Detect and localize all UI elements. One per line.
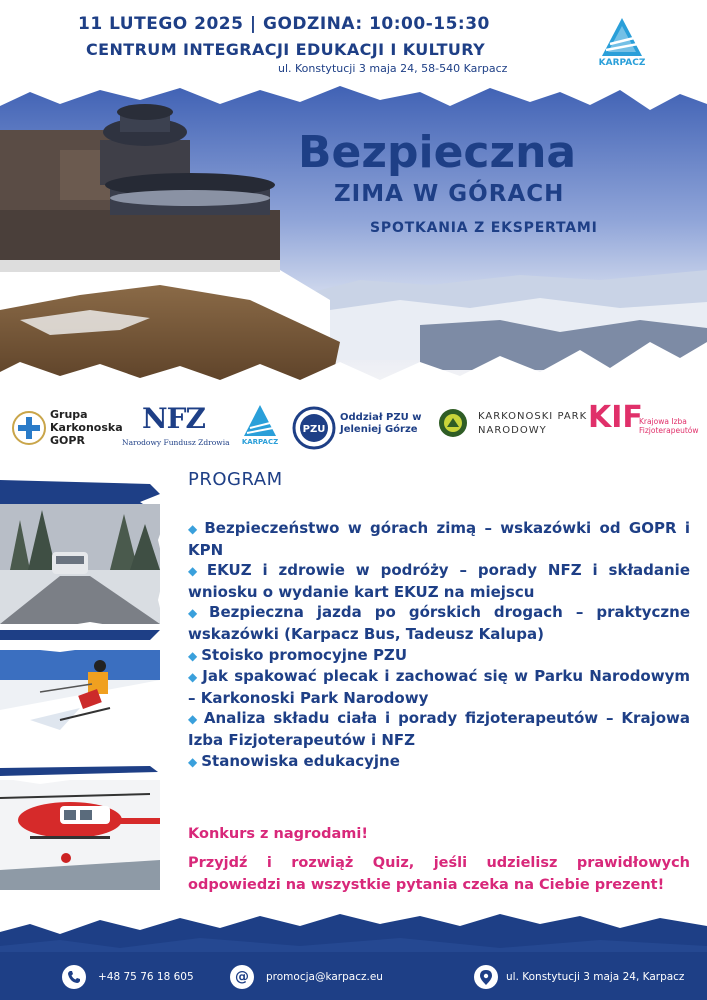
karpacz-logo-text: KARPACZ — [598, 58, 646, 68]
program-item: ◆ Jak spakować plecak i zachować się w Parku Narodowym – Karkonoski Park Narodowy — [188, 667, 690, 707]
diamond-bullet-icon: ◆ — [188, 648, 198, 663]
program-item: ◆ Stoisko promocyjne PZU — [188, 645, 407, 664]
event-venue: CENTRUM INTEGRACJI EDUKACJI I KULTURY — [86, 40, 486, 59]
footer-email[interactable]: @ promocja@karpacz.eu — [230, 966, 383, 988]
footer-address[interactable]: ul. Konstytucji 3 maja 24, Karpacz — [474, 966, 684, 988]
kif-logo: KIF — [588, 400, 643, 435]
diamond-bullet-icon: ◆ — [188, 564, 203, 579]
partner-kif: Krajowa Izba Fizjoterapeutów — [639, 417, 699, 435]
at-sign-icon: @ — [230, 965, 254, 989]
program-item: ◆ Bezpieczna jazda po górskich drogach – praktyczne wskazówki (Karpacz Bus, Tadeusz Kalupa) — [188, 603, 691, 643]
partner-pzu: Oddział PZU w Jeleniej Górze — [340, 412, 422, 435]
partner-kpn: KARKONOSKI PARK NARODOWY — [478, 411, 588, 436]
gopr-cross-icon — [12, 408, 46, 448]
hero-title: Bezpieczna — [298, 127, 577, 178]
program-item: ◆ EKUZ i zdrowie w podróży – porady NFZ i składanie wniosku o wydanie kart EKUZ na miejscu — [188, 561, 690, 601]
side-photo-strip — [0, 480, 165, 900]
contest-title: Konkurs z nagrodami! — [188, 826, 369, 842]
program-item: ◆ Analiza składu ciała i porady fizjoterapeutów – Krajowa Izba Fizjoterapeutów i NFZ — [188, 709, 691, 749]
pzu-logo-icon — [292, 406, 336, 450]
kpn-logo-icon — [438, 408, 468, 438]
diamond-bullet-icon: ◆ — [188, 670, 199, 685]
diamond-bullet-icon: ◆ — [188, 522, 201, 536]
event-address: ul. Konstytucji 3 maja 24, 58-540 Karpacz — [278, 62, 508, 75]
diamond-bullet-icon: ◆ — [188, 712, 200, 727]
pzu-logo-text: PZU — [302, 424, 326, 435]
diamond-bullet-icon: ◆ — [188, 754, 198, 769]
hero-subtitle-2: SPOTKANIA Z EKSPERTAMI — [370, 220, 598, 236]
event-date-time: 11 LUTEGO 2025 | GODZINA: 10:00-15:30 — [78, 14, 490, 34]
program-title: PROGRAM — [188, 469, 283, 490]
diamond-bullet-icon: ◆ — [188, 606, 206, 621]
partner-karpacz: KARPACZ — [241, 438, 279, 446]
location-pin-icon — [474, 965, 498, 989]
hero-subtitle: ZIMA W GÓRACH — [334, 181, 565, 207]
phone-icon — [62, 965, 86, 989]
partner-gopr: Grupa Karkonoska GOPR — [50, 408, 123, 447]
contest-text: Przyjdź i rozwiąż Quiz, jeśli udzielisz prawidłowych odpowiedzi na wszystkie pytania czeka na Ciebie prezent! — [188, 855, 690, 893]
partners-row — [0, 398, 707, 460]
program-list — [188, 518, 690, 772]
karpacz-partner-icon — [240, 404, 280, 438]
footer-phone[interactable]: +48 75 76 18 605 — [62, 966, 194, 988]
nfz-logo: NFZ — [142, 402, 205, 435]
program-item: ◆ Stanowiska edukacyjne — [188, 751, 400, 770]
partner-nfz: Narodowy Fundusz Zdrowia — [122, 438, 230, 447]
program-item: ◆ Bezpieczeństwo w górach zimą – wskazówki od GOPR i KPN — [188, 519, 691, 559]
